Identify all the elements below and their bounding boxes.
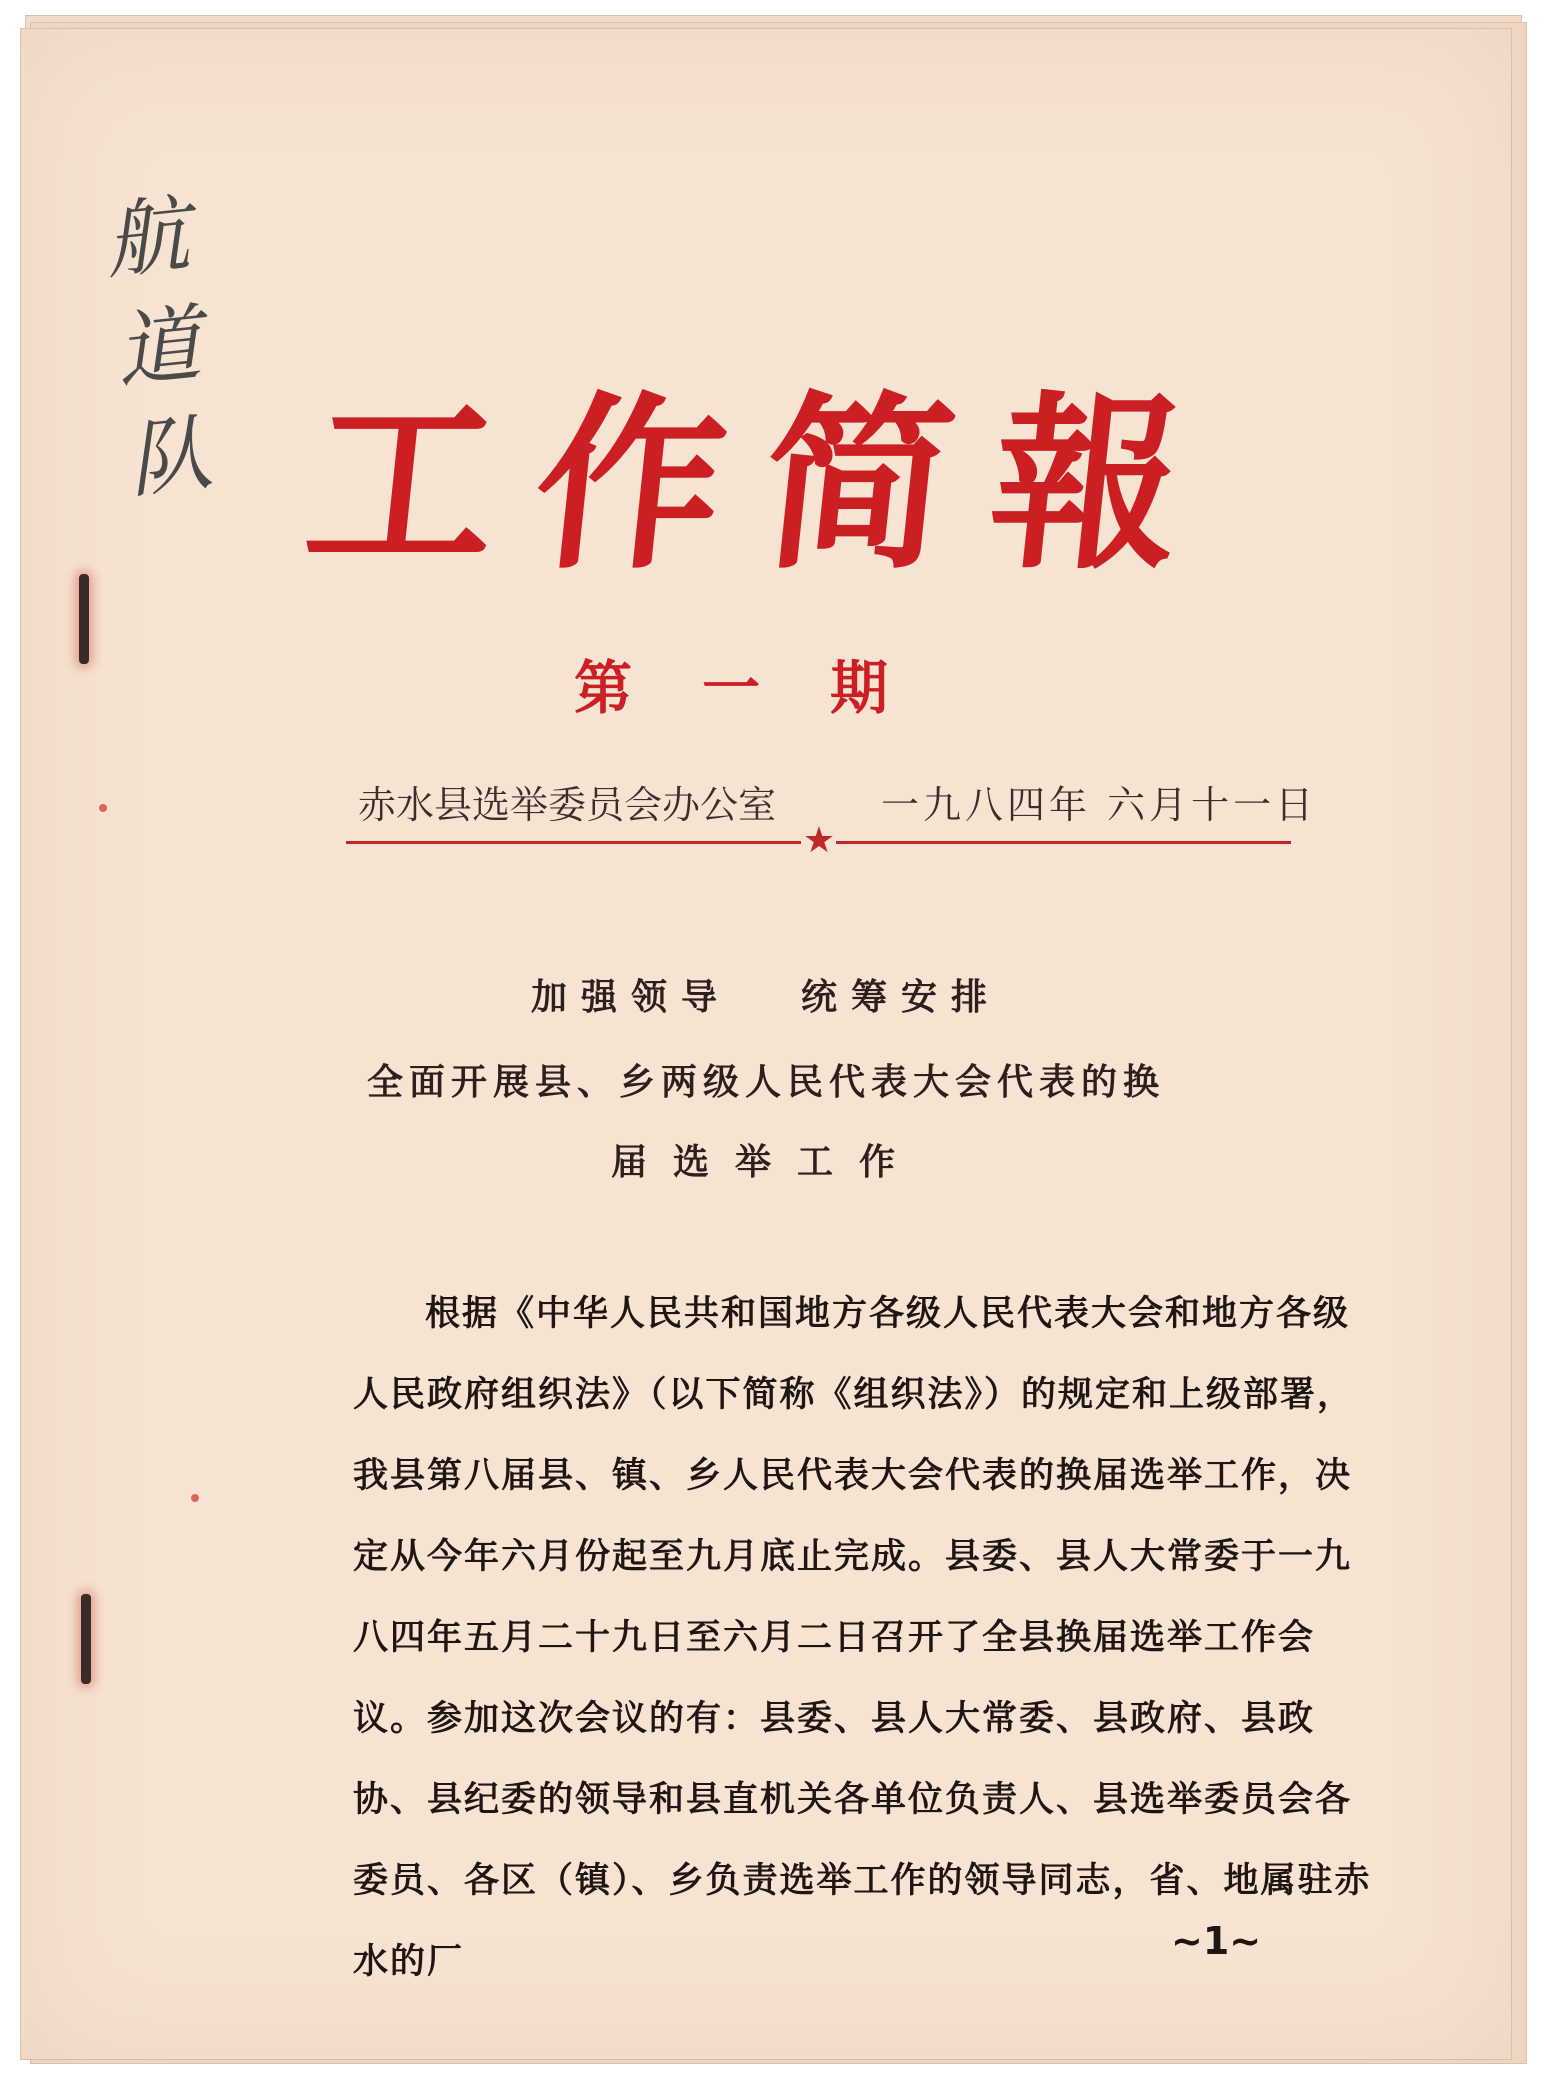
ink-dot xyxy=(191,1494,199,1502)
masthead-title: 工作简報 xyxy=(296,376,1232,595)
issue-number: 第一期 xyxy=(573,654,958,722)
headline-line-1 xyxy=(21,969,1511,1020)
divider-line-left xyxy=(346,841,801,844)
issue-date: 一九八四年 六月十一日 xyxy=(881,783,1318,827)
headline-line-2: 全面开展县、乡两级人民代表大会代表的换 xyxy=(366,1062,1165,1103)
headline-part-left: 加强领导 xyxy=(530,977,731,1018)
star-icon: ★ xyxy=(802,820,836,861)
handwritten-note: 航 道 队 xyxy=(99,184,217,510)
issuing-office: 赤水县选举委员会办公室 xyxy=(358,783,777,827)
body-paragraph: 根据《中华人民共和国地方各级人民代表大会和地方各级人民政府组织法》（以下简称《组织法》）的规定和上级部署，我县第八届县、镇、乡人民代表大会代表的换届选举工作，决定从今年六月份起至九月底止完成。县委、县人大常委于一九八四年五月二十九日至六月二日召开了全县换届选举工作会议。参加这次会议的有：县委、县人大常委、县政府、县政协、县纪委的领导和县直机关各单位负责人、县选举委员会各委员、各区（镇）、乡负责选举工作的领导同志，省、地属驻赤水的厂 xyxy=(353,1294,1372,1982)
page-number: ~1~ xyxy=(1171,1919,1262,1963)
staple-bottom xyxy=(81,1594,91,1684)
divider-line-right xyxy=(836,841,1291,844)
ink-dot xyxy=(99,804,107,812)
red-divider xyxy=(346,820,1291,861)
headline-line-3: 届选举工作 xyxy=(610,1142,921,1183)
document-page xyxy=(20,28,1512,2060)
headline-part-right: 统筹安排 xyxy=(801,977,1002,1018)
article-body xyxy=(353,1274,1373,2003)
